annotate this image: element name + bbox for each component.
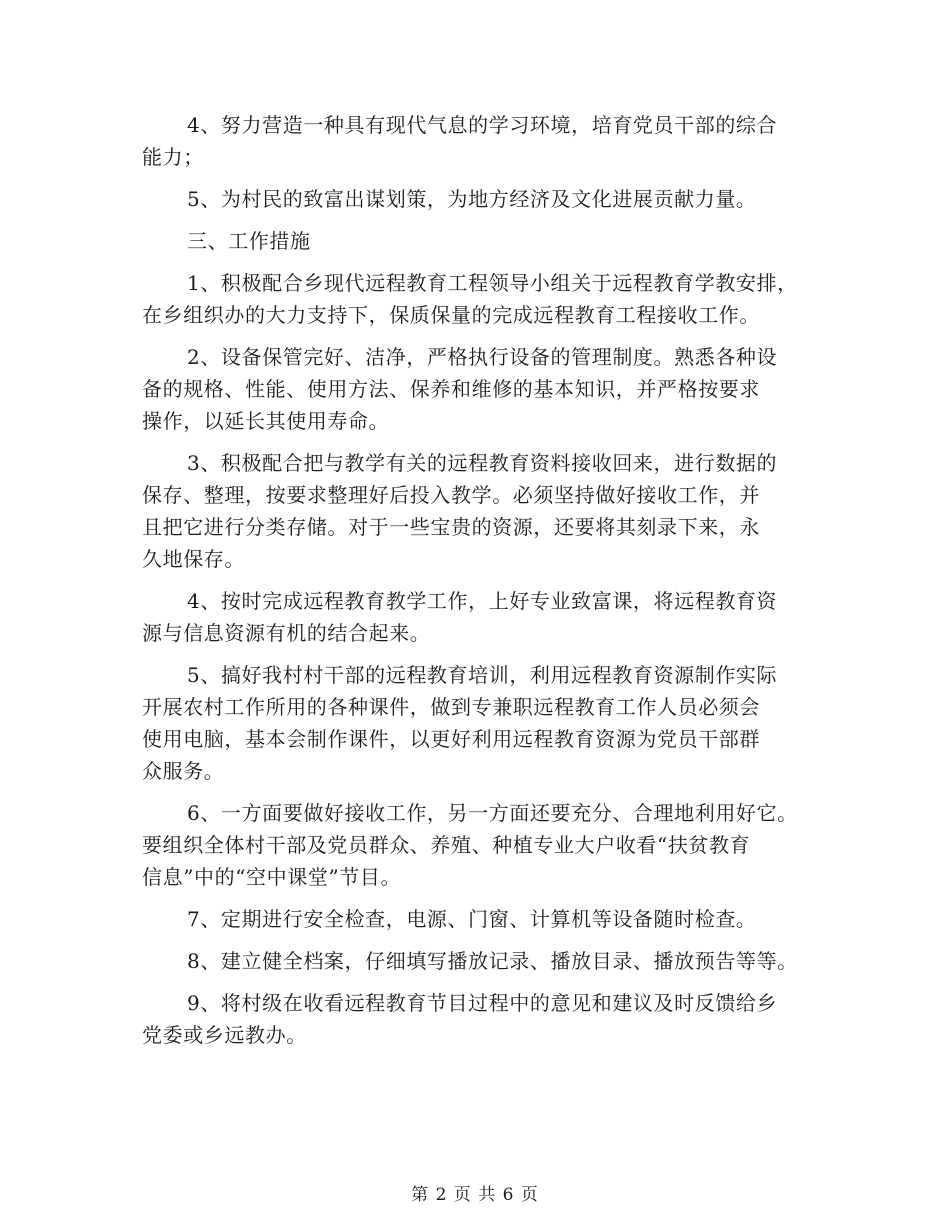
text-line: 久地保存。 [142, 547, 245, 571]
text-line: 6、一方面要做好接收工作，另一方面还要充分、合理地利用好它。 [187, 801, 798, 825]
paragraph [142, 987, 822, 1051]
paragraph [142, 447, 822, 575]
paragraph [142, 659, 822, 787]
text-line: 三、工作措施 [187, 229, 311, 253]
text-line: 且把它进行分类存储。对于一些宝贵的资源，还要将其刻录下来，永 [142, 515, 760, 539]
text-line: 5、为村民的致富出谋划策，为地方经济及文化进展贡献力量。 [187, 187, 757, 211]
text-line: 8、建立健全档案，仔细填写播放记录、播放目录、播放预告等等。 [187, 949, 798, 973]
text-line: 1、积极配合乡现代远程教育工程领导小组关于远程教育学教安排， [187, 271, 798, 295]
paragraph [142, 797, 822, 893]
document-body [142, 109, 822, 1051]
text-line: 操作，以延长其使用寿命。 [142, 409, 390, 433]
paragraph [142, 267, 822, 331]
text-line: 2、设备保管完好、洁净，严格执行设备的管理制度。熟悉各种设 [187, 345, 778, 369]
paragraph [142, 585, 822, 649]
paragraph [142, 945, 822, 977]
text-line: 保存、整理，按要求整理好后投入教学。必须坚持做好接收工作，并 [142, 483, 760, 507]
text-line: 能力； [142, 145, 204, 169]
paragraph [142, 341, 822, 437]
text-line: 在乡组织办的大力支持下，保质保量的完成远程教育工程接收工作。 [142, 303, 760, 327]
text-line: 要组织全体村干部及党员群众、养殖、种植专业大户收看“扶贫教育 [142, 833, 751, 857]
text-line: 4、努力营造一种具有现代气息的学习环境，培育党员干部的综合 [187, 113, 778, 137]
text-line: 4、按时完成远程教育教学工作，上好专业致富课，将远程教育资 [187, 589, 778, 613]
text-line: 5、搞好我村村干部的远程教育培训，利用远程教育资源制作实际 [187, 663, 778, 687]
text-line: 党委或乡远教办。 [142, 1023, 307, 1047]
text-line: 3、积极配合把与教学有关的远程教育资料接收回来，进行数据的 [187, 451, 778, 475]
text-line: 7、定期进行安全检查，电源、门窗、计算机等设备随时检查。 [187, 907, 757, 931]
text-line: 9、将村级在收看远程教育节目过程中的意见和建议及时反馈给乡 [187, 991, 778, 1015]
paragraph [142, 225, 822, 257]
text-line: 使用电脑，基本会制作课件，以更好利用远程教育资源为党员干部群 [142, 727, 760, 751]
text-line: 开展农村工作所用的各种课件，做到专兼职远程教育工作人员必须会 [142, 695, 760, 719]
text-line: 源与信息资源有机的结合起来。 [142, 621, 431, 645]
text-line: 众服务。 [142, 759, 225, 783]
page-footer: 第 2 页 共 6 页 [411, 1185, 539, 1205]
text-line: 信息”中的“空中课堂”节目。 [142, 865, 402, 889]
paragraph [142, 183, 822, 215]
paragraph [142, 903, 822, 935]
text-line: 备的规格、性能、使用方法、保养和维修的基本知识，并严格按要求 [142, 377, 760, 401]
paragraph [142, 109, 822, 173]
